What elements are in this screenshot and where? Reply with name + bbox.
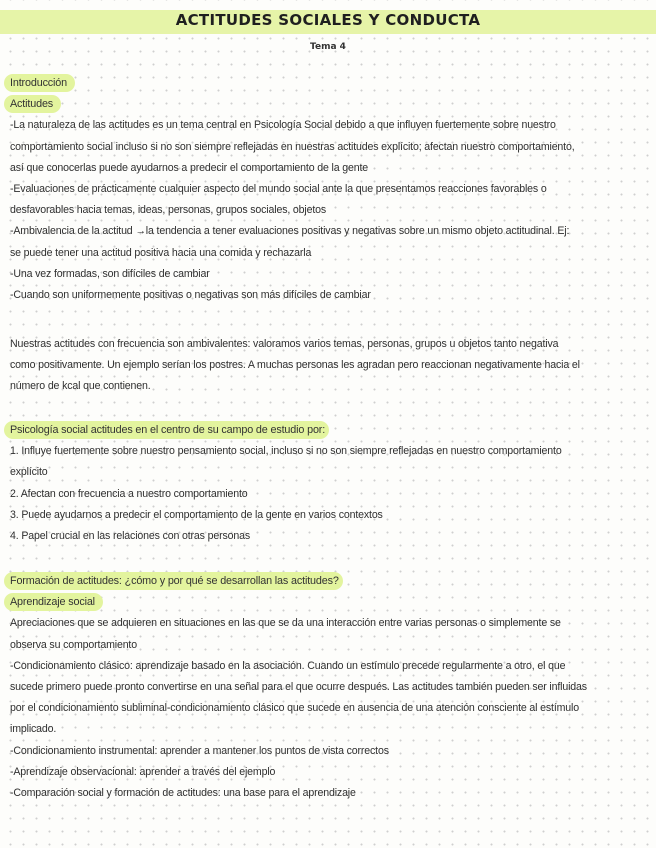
list-item: 1. Influye fuertemente sobre nuestro pensamiento social, incluso si no son siempre reflejadas en nuestro comportamiento — [10, 445, 562, 458]
text-line: -Comparación social y formación de actitudes: una base para el aprendizaje — [10, 786, 356, 799]
center-heading: Psicología social actitudes en el centro de su campo de estudio por: — [4, 421, 329, 439]
text-line: -Condicionamiento clásico: aprendizaje basado en la asociación. Cuando un estímulo precede regularmente a otro, el que — [10, 659, 566, 672]
section-formation — [10, 571, 650, 804]
text-line: sucede primero puede pronto convertirse en una señal para el que ocurre después. Las actitudes también pueden ser influidas — [10, 680, 587, 693]
text-line: -Aprendizaje observacional: aprender a través del ejemplo — [10, 765, 276, 778]
text-line: como positivamente. Un ejemplo serían los postres. A muchas personas les agradan pero reaccionan negativamente hacia el — [10, 359, 580, 372]
text-line: número de kcal que contienen. — [10, 380, 151, 393]
text-line: se puede tener una actitud positiva hacia una comida y rechazarla — [10, 246, 312, 259]
text-line: implicado. — [10, 723, 57, 736]
page-subtitle: Tema 4 — [310, 42, 346, 52]
page-title: ACTITUDES SOCIALES Y CONDUCTA — [175, 11, 481, 29]
text-line: -Evaluaciones de prácticamente cualquier aspecto del mundo social ante la que presentamos reacciones favorables o — [10, 182, 547, 195]
section-center — [10, 420, 650, 547]
list-item: 4. Papel crucial en las relaciones con otras personas — [10, 529, 250, 542]
intro-subheading: Actitudes — [4, 95, 61, 113]
text-line: Nuestras actitudes con frecuencia son ambivalentes: valoramos varios temas, personas, grupos u objetos tanto negativa — [10, 338, 559, 350]
formation-heading: Formación de actitudes: ¿cómo y por qué se desarrollan las actitudes? — [4, 572, 343, 590]
text-line: desfavorables hacia temas, ideas, personas, grupos sociales, objetos — [10, 204, 327, 217]
text-line: así que conocerlas puede ayudarnos a predecir el comportamiento de la gente — [10, 161, 369, 174]
intro-heading: Introducción — [4, 74, 75, 92]
list-item: explícito — [10, 466, 48, 479]
section-intro — [10, 73, 650, 306]
text-line: -Ambivalencia de la actitud →la tendencia a tener evaluaciones positivas y negativas sobre un mismo objeto actitudinal. Ej: — [10, 225, 570, 238]
section-ambivalence — [10, 334, 650, 398]
text-line: por el condicionamiento subliminal-condicionamiento clásico que sucede en ausencia de una atención consciente al estímulo — [10, 702, 579, 715]
text-line: -Cuando son uniformemente positivas o negativas son más difíciles de cambiar — [10, 288, 371, 301]
text-line: -Condicionamiento instrumental: aprender a mantener los puntos de vista correctos — [10, 744, 389, 757]
formation-subheading: Aprendizaje social — [4, 593, 103, 611]
text-line: comportamiento social incluso si no son siempre reflejadas en nuestras actitudes explícito; afectan nuestro comportamiento, — [10, 140, 575, 153]
list-item: 2. Afectan con frecuencia a nuestro comportamiento — [10, 487, 248, 500]
text-line: Apreciaciones que se adquieren en situaciones en las que se da una interacción entre varias personas o simplemente se — [10, 617, 561, 630]
text-line: -Una vez formadas, son difíciles de cambiar — [10, 267, 210, 280]
text-line: -La naturaleza de las actitudes es un tema central en Psicología Social debido a que influyen fuertemente sobre nuestro — [10, 119, 556, 132]
list-item: 3. Puede ayudarnos a predecir el comportamiento de la gente en varios contextos — [10, 508, 383, 521]
text-line: observa su comportamiento — [10, 638, 137, 651]
